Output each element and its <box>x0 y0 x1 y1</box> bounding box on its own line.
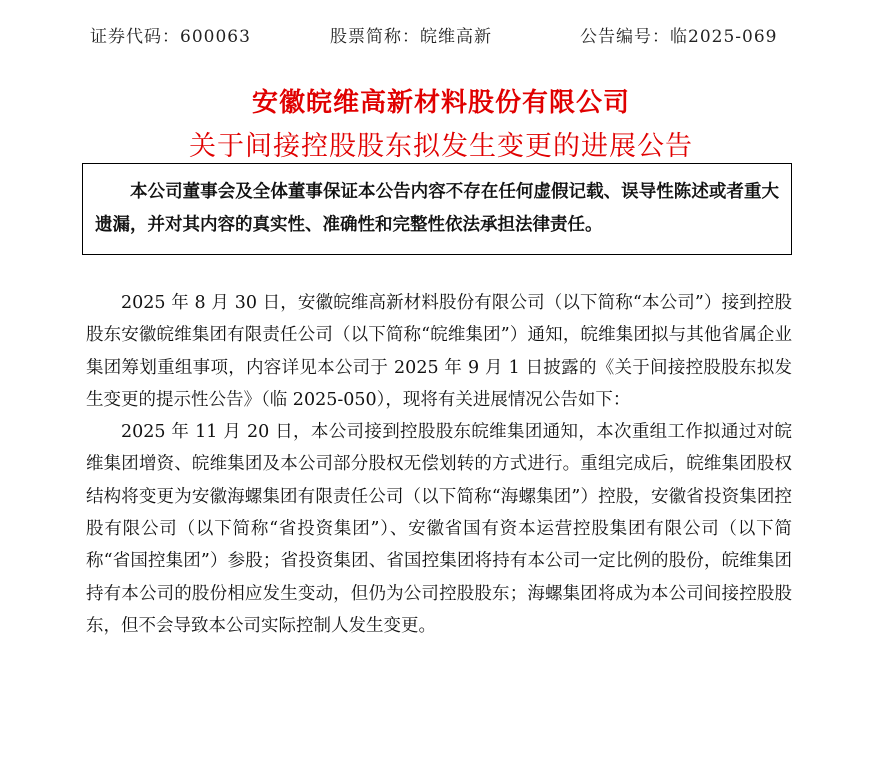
paragraph: 2025 年 11 月 20 日，本公司接到控股股东皖维集团通知，本次重组工作拟通过对皖维集团增资、皖维集团及本公司部分股权无偿划转的方式进行。重组完成后，皖维集团股权结构将变更为安徽海螺集团有限责任公司（以下简称“海螺集团”）控股，安徽省投资集团控股有限公司（以下简称“省投资集团”）、安徽省国有资本运营控股集团有限公司（以下简称“省国控集团”）参股；省投资集团、省国控集团将持有本公司一定比例的股份，皖维集团持有本公司的股份相应发生变动，但仍为公司控股股东；海螺集团将成为本公司间接控股股东，但不会导致本公司实际控制人发生变更。 <box>86 422 792 636</box>
liability-notice-box: 本公司董事会及全体董事保证本公告内容不存在任何虚假记载、误导性陈述或者重大遗漏，并对其内容的真实性、准确性和完整性依法承担法律责任。 <box>82 163 792 255</box>
announcement-number: 公告编号：临2025-069 <box>580 27 778 47</box>
security-code: 证券代码：600063 <box>90 27 251 47</box>
announcement-body <box>86 287 792 642</box>
company-name: 安徽皖维高新材料股份有限公司 <box>251 88 630 118</box>
header-row <box>90 22 790 47</box>
paragraph: 2025 年 8 月 30 日，安徽皖维高新材料股份有限公司（以下简称“本公司”）接到控股股东安徽皖维集团有限责任公司（以下简称“皖维集团”）通知，皖维集团拟与其他省属企业集团筹划重组事项，内容详见本公司于 2025 年 9 月 1 日披露的《关于间接控股股东拟发生变更的提示性公告》（临 2025-050），现将有关进展情况公告如下： <box>86 293 792 410</box>
document-title: 关于间接控股股东拟发生变更的进展公告 <box>189 131 693 162</box>
stock-short-name: 股票简称：皖维高新 <box>330 27 492 47</box>
